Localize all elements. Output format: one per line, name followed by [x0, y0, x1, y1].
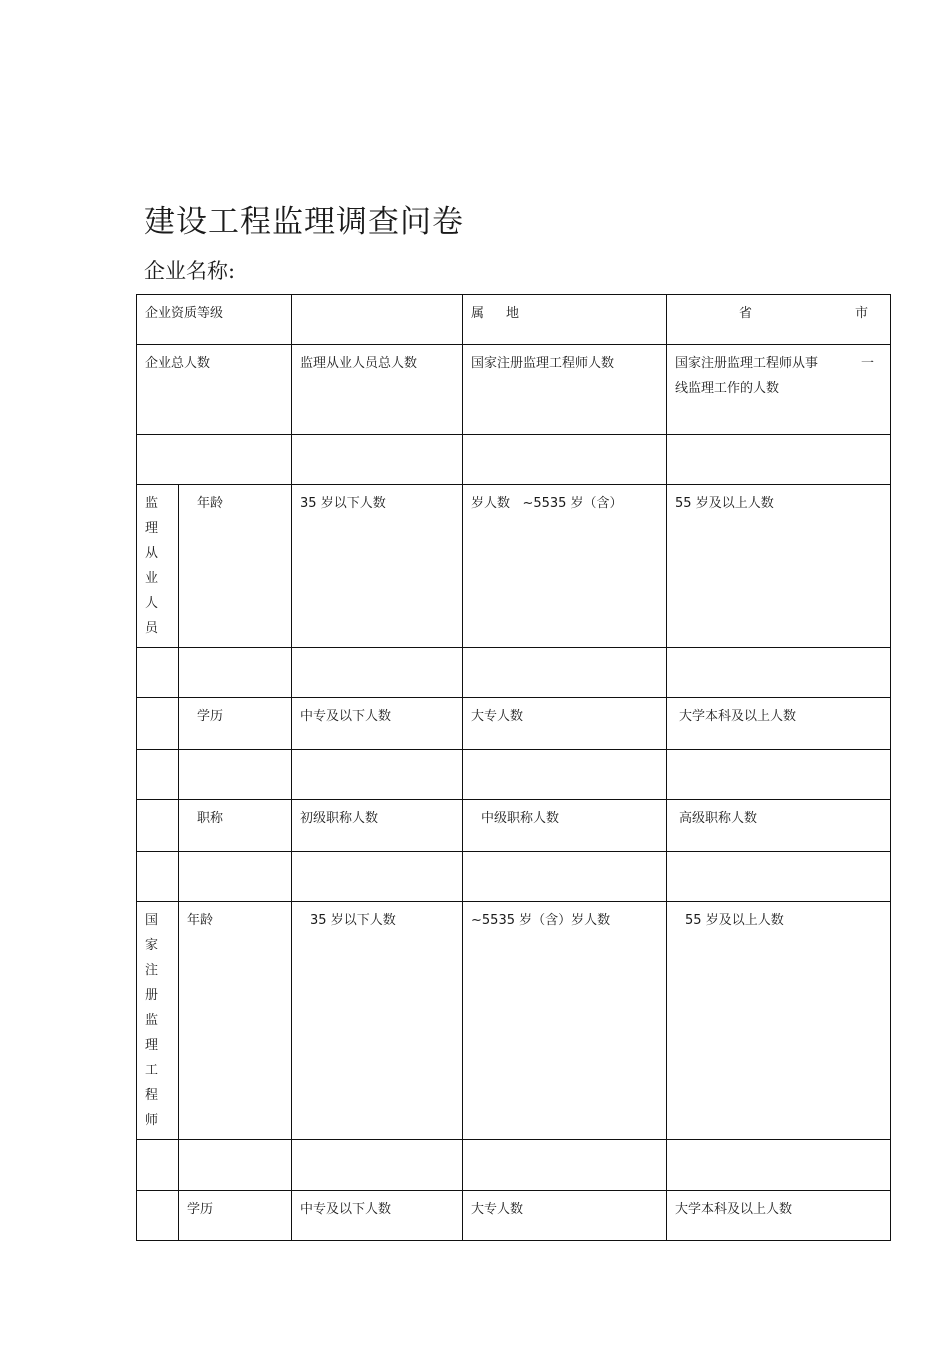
table-row [137, 485, 891, 648]
location-label-cell [463, 295, 667, 345]
table-row [137, 902, 891, 1140]
city-label: 市 [855, 306, 869, 321]
frontline-engineers-input[interactable] [667, 435, 891, 485]
total-staff-input[interactable] [137, 435, 292, 485]
section2-group-label: 国家注册监理工程师 [145, 913, 159, 1128]
section2-age-label: 年龄 [179, 902, 292, 1140]
empty-cell [137, 750, 179, 800]
section1-age-label: 年龄 [179, 485, 292, 648]
table-row [137, 1140, 891, 1191]
total-staff-label: 企业总人数 [137, 345, 292, 435]
section1-title-rank-label: 职称 [179, 800, 292, 852]
qualification-label: 企业资质等级 [137, 295, 292, 345]
empty-cell [137, 800, 179, 852]
table-row [137, 698, 891, 750]
empty-cell [137, 852, 179, 902]
table-row [137, 800, 891, 852]
empty-cell [179, 648, 292, 698]
section1-age-col3: 55 岁及以上人数 [667, 485, 891, 648]
section2-education-col3: 大学本科及以上人数 [667, 1191, 891, 1241]
empty-cell [179, 1140, 292, 1191]
section1-title-rank-input-3[interactable] [667, 852, 891, 902]
section2-age-input-3[interactable] [667, 1140, 891, 1191]
section1-age-input-2[interactable] [463, 648, 667, 698]
section1-education-col1: 中专及以下人数 [292, 698, 463, 750]
section2-age-col3: 55 岁及以上人数 [667, 902, 891, 1140]
section2-age-col1: 35 岁以下人数 [292, 902, 463, 1140]
section1-education-input-3[interactable] [667, 750, 891, 800]
company-name-label: 企业名称: [144, 259, 236, 283]
frontline-engineers-label [667, 345, 891, 435]
section1-age-input-1[interactable] [292, 648, 463, 698]
section2-education-col2: 大专人数 [463, 1191, 667, 1241]
location-label-b: 地 [506, 306, 520, 321]
section1-age-col1: 35 岁以下人数 [292, 485, 463, 648]
empty-cell [179, 750, 292, 800]
section1-education-input-2[interactable] [463, 750, 667, 800]
section1-age-col2-cell [463, 485, 667, 648]
frontline-label-b: 一 [861, 356, 875, 371]
table-row [137, 295, 891, 345]
supervision-staff-input[interactable] [292, 435, 463, 485]
section2-education-label: 学历 [179, 1191, 292, 1241]
section1-education-col3: 大学本科及以上人数 [667, 698, 891, 750]
section1-age-col2-a: 岁人数 [471, 496, 511, 511]
registered-engineers-label: 国家注册监理工程师人数 [463, 345, 667, 435]
table-row [137, 750, 891, 800]
frontline-label-a: 国家注册监理工程师从事 [675, 356, 819, 371]
province-city-cell[interactable] [667, 295, 891, 345]
section2-age-input-2[interactable] [463, 1140, 667, 1191]
section1-group-label-cell [137, 485, 179, 648]
section1-education-col2: 大专人数 [463, 698, 667, 750]
section1-education-input-1[interactable] [292, 750, 463, 800]
survey-table [136, 294, 891, 1241]
empty-cell [137, 1191, 179, 1241]
section1-title-rank-input-1[interactable] [292, 852, 463, 902]
section2-age-col2: ~5535 岁（含）岁人数 [463, 902, 667, 1140]
empty-cell [137, 648, 179, 698]
document-title: 建设工程监理调查问卷 [144, 204, 464, 240]
registered-engineers-input[interactable] [463, 435, 667, 485]
qualification-input-cell[interactable] [292, 295, 463, 345]
section2-age-input-1[interactable] [292, 1140, 463, 1191]
empty-cell [137, 698, 179, 750]
section1-age-col2-b: ~5535 岁（含） [522, 496, 623, 511]
section1-title-rank-col3: 高级职称人数 [667, 800, 891, 852]
table-row [137, 1191, 891, 1241]
section1-education-label: 学历 [179, 698, 292, 750]
table-row [137, 435, 891, 485]
province-label: 省 [739, 306, 753, 321]
empty-cell [179, 852, 292, 902]
section2-group-label-cell [137, 902, 179, 1140]
section1-title-rank-col2: 中级职称人数 [463, 800, 667, 852]
section1-title-rank-input-2[interactable] [463, 852, 667, 902]
table-row [137, 648, 891, 698]
section1-group-label: 监理从业人员 [145, 496, 159, 636]
table-row [137, 345, 891, 435]
section2-education-col1: 中专及以下人数 [292, 1191, 463, 1241]
table-row [137, 852, 891, 902]
empty-cell [137, 1140, 179, 1191]
frontline-label-c: 线监理工作的人数 [675, 381, 780, 396]
section1-title-rank-col1: 初级职称人数 [292, 800, 463, 852]
location-label-a: 属 [471, 306, 485, 321]
supervision-staff-label: 监理从业人员总人数 [292, 345, 463, 435]
section1-age-input-3[interactable] [667, 648, 891, 698]
